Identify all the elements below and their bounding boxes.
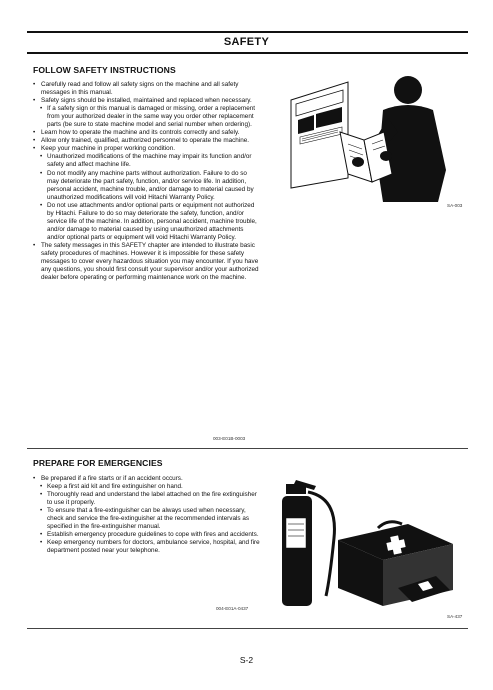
sub-bullet-item: • If a safety sign or this manual is damaged or missing, order a replacement from your authorized dealer in the same way you order other replacement parts (be sure to state machine model and serial number when ordering).: [33, 105, 260, 129]
bullet-item: • Allow only trained, qualified, authorized personnel to operate the machine.: [33, 137, 260, 145]
section2-body: [33, 475, 260, 555]
operator-reading-manual-illustration: [288, 70, 468, 205]
sub-bullet-item: • Do not modify any machine parts without authorization. Failure to do so may deteriorate the part safety, function, and/or service life. In addition, personal accident, machine trouble, and/or damage to material caused by unauthorized modifications will void Hitachi Warranty Policy.: [33, 170, 260, 202]
sub-bullet-item: • Keep a first aid kit and fire extinguisher on hand.: [33, 483, 260, 491]
sub-bullet-item: • Thoroughly read and understand the label attached on the fire extinguisher to use it properly.: [33, 491, 260, 507]
sub-bullet-item: • Establish emergency procedure guidelines to cope with fires and accidents.: [33, 531, 260, 539]
sub-bullet-item: • Keep emergency numbers for doctors, ambulance service, hospital, and fire department posted near your telephone.: [33, 539, 260, 555]
bullet-item: • Safety signs should be installed, maintained and replaced when necessary.: [33, 97, 260, 105]
section2-code: 004-E01A-0437: [216, 606, 249, 611]
fire-extinguisher-first-aid-illustration: [268, 478, 468, 613]
bullet-item: • Learn how to operate the machine and its controls correctly and safely.: [33, 129, 260, 137]
page-title: SAFETY: [223, 36, 270, 48]
sub-bullet-item: • Do not use attachments and/or optional parts or equipment not authorized by Hitachi. Failure to do so may deteriorate the safety, function, and/or service life of the machine. In addition, personal accident, machine trouble, and/or damage to material caused by using unauthorized attachments and/or optional parts or equipment will void Hitachi Warranty Policy.: [33, 202, 260, 242]
header-top-rule: [27, 31, 468, 33]
page-number: S-2: [239, 655, 254, 665]
section2-list: [33, 475, 260, 555]
section1-list: [33, 81, 260, 282]
figure-label-sa-437: SA-437: [447, 614, 463, 619]
sub-bullet-item: • Unauthorized modifications of the machine may impair its function and/or safety and affect machine life.: [33, 153, 260, 169]
bullet-item: • Carefully read and follow all safety signs on the machine and all safety messages in this manual.: [33, 81, 260, 97]
header-bottom-rule: [27, 52, 468, 54]
section1-body: [33, 81, 260, 282]
section-divider: [27, 448, 468, 449]
section-title-follow-safety: FOLLOW SAFETY INSTRUCTIONS: [33, 65, 176, 75]
sub-bullet-item: • To ensure that a fire-extinguisher can be always used when necessary, check and service the fire-extinguisher at the recommended intervals as specified in the fire-extinguisher manual.: [33, 507, 260, 531]
bullet-item: • The safety messages in this SAFETY chapter are intended to illustrate basic safety procedures of machines. However it is impossible for these safety messages to cover every hazardous situation you may encounter. If you have any questions, you should first consult your supervisor and/or your authorized dealer before operating or performing maintenance work on the machine.: [33, 242, 260, 282]
bullet-item: • Keep your machine in proper working condition.: [33, 145, 260, 153]
bullet-item: • Be prepared if a fire starts or if an accident occurs.: [33, 475, 260, 483]
section-title-prepare-emergencies: PREPARE FOR EMERGENCIES: [33, 458, 163, 468]
section1-code: 003-E01B-0003: [213, 436, 246, 441]
figure-label-sa-003: SA-003: [447, 203, 463, 208]
footer-rule: [27, 628, 468, 629]
